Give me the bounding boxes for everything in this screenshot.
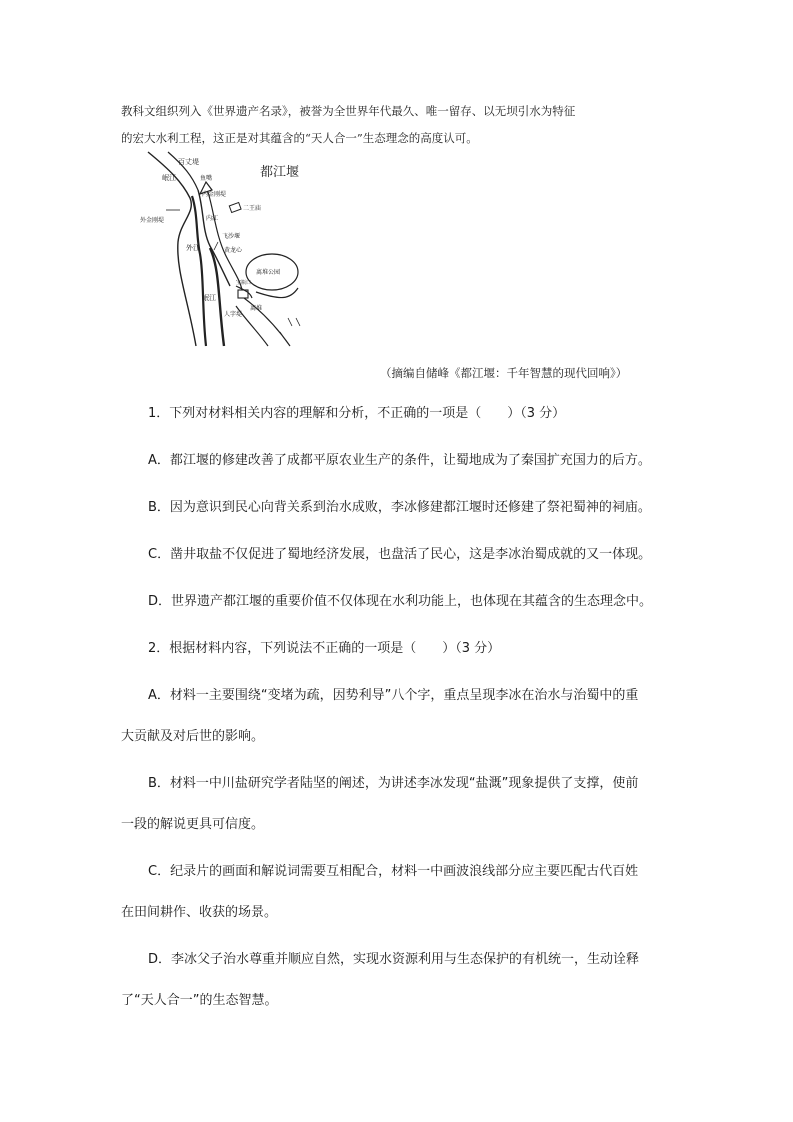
map-label-huanglongxin: 黄龙心 bbox=[224, 247, 243, 254]
intro-line-2: 的宏大水利工程，这正是对其蕴含的“天人合一”生态理念的高度认可。 bbox=[121, 131, 478, 145]
dujiangyan-map bbox=[140, 150, 312, 350]
map-label-lidui: 离堆 bbox=[250, 305, 263, 312]
map-label-renzidi: 人字堤 bbox=[224, 311, 243, 318]
intro-paragraph bbox=[121, 98, 677, 152]
intro-line-1: 教科文组织列入《世界遗产名录》，被誉为全世界年代最久、唯一留存、以无坝引水为特征 bbox=[121, 104, 576, 118]
map-label-neijiang: 内江 bbox=[206, 215, 219, 222]
map-label-yuzui: 鱼嘴 bbox=[200, 175, 213, 182]
map-label-minjiang-bottom: 岷江 bbox=[202, 294, 216, 302]
question-2-option-c: C．纪录片的画面和解说词需要互相配合，材料一中画波浪线部分应主要匹配古代百姓 bbox=[148, 864, 639, 879]
question-2-stem: 2．根据材料内容，下列说法不正确的一项是（ ）（3 分） bbox=[148, 641, 501, 656]
map-caption: （摘编自储峰《都江堰：千年智慧的现代回响》） bbox=[380, 366, 628, 380]
map-label-erwangmiao: 二王庙 bbox=[243, 205, 262, 212]
question-1-stem: 1．下列对材料相关内容的理解和分析，不正确的一项是（ ）（3 分） bbox=[148, 406, 566, 421]
map-label-waijingangdi: 外金刚堤 bbox=[140, 217, 165, 224]
question-1-option-b: B．因为意识到民心向背关系到治水成败，李冰修建都江堰时还修建了祭祀蜀神的祠庙。 bbox=[148, 500, 651, 515]
map-label-neijingangdi: 内金刚堤 bbox=[202, 191, 227, 198]
map-label-feishayan: 飞沙堰 bbox=[222, 233, 241, 240]
question-1-option-a: A．都江堰的修建改善了成都平原农业生产的条件，让蜀地成为了秦国扩充国力的后方。 bbox=[148, 453, 651, 468]
map-label-waijiang: 外江 bbox=[186, 244, 200, 252]
map-label-minjiang-top: 岷江 bbox=[162, 174, 176, 182]
question-2-option-c-cont: 在田间耕作、收获的场景。 bbox=[121, 905, 278, 920]
question-2-option-a-cont: 大贡献及对后世的影响。 bbox=[121, 729, 265, 744]
question-1-option-d: D．世界遗产都江堰的重要价值不仅体现在水利功能上，也体现在其蕴含的生态理念中。 bbox=[148, 594, 653, 609]
question-1-option-c: C．凿井取盐不仅促进了蜀地经济发展，也盘活了民心，这是李冰治蜀成就的又一体现。 bbox=[148, 547, 652, 562]
question-2-option-b: B．材料一中川盐研究学者陆坚的阐述，为讲述李冰发现“盐溉”现象提供了支撑，使前 bbox=[148, 776, 639, 791]
map-drawing bbox=[140, 150, 312, 350]
map-label-leiyanshan: 离堆公园 bbox=[256, 269, 281, 276]
question-2-option-a: A．材料一主要围绕“变堵为疏，因势利导”八个字，重点呈现李冰在治水与治蜀中的重 bbox=[148, 688, 639, 703]
question-2-option-d: D．李冰父子治水尊重并顺应自然，实现水资源利用与生态保护的有机统一，生动诠释 bbox=[148, 952, 640, 967]
map-label-baizhangdi: 百丈堤 bbox=[178, 158, 199, 166]
question-2-option-b-cont: 一段的解说更具可信度。 bbox=[121, 817, 265, 832]
map-title: 都江堰 bbox=[260, 165, 300, 180]
map-label-baopingkou: 宝瓶口 bbox=[236, 280, 252, 286]
question-2-option-d-cont: 了“天人合一”的生态智慧。 bbox=[121, 993, 278, 1008]
